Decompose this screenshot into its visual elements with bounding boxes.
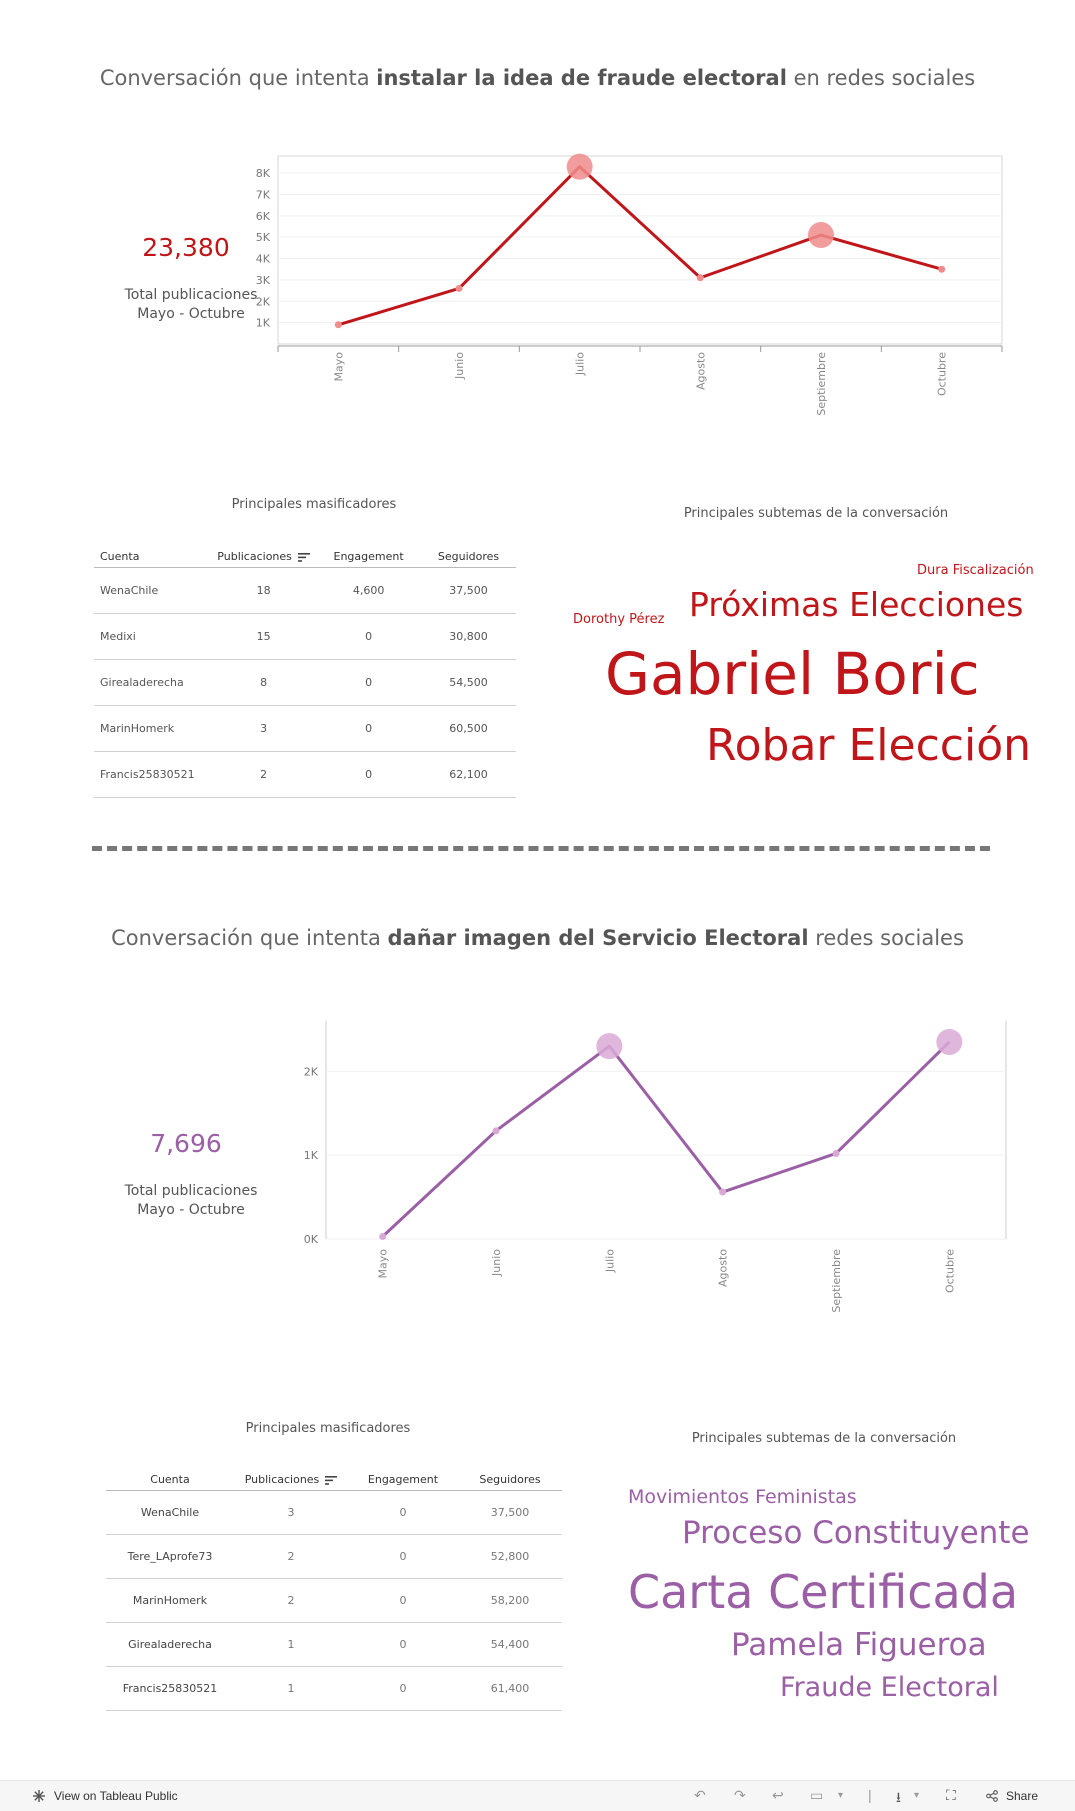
share-button[interactable]: Share xyxy=(1006,1789,1039,1803)
cell-seguidores: 37,500 xyxy=(421,568,516,614)
y-tick-label: 2K xyxy=(255,295,270,309)
section1-kpi-label xyxy=(110,286,272,324)
redo-icon[interactable]: ↷ xyxy=(734,1787,746,1803)
col-header-engagement[interactable]: Engagement xyxy=(348,1460,458,1491)
section1-line-chart[interactable] xyxy=(255,150,1020,430)
y-tick-label: 7K xyxy=(255,188,270,202)
cell-seguidores: 61,400 xyxy=(458,1667,562,1711)
cell-publicaciones: 1 xyxy=(234,1667,348,1711)
section2-title-post: redes sociales xyxy=(808,926,964,950)
cloud-word[interactable]: Gabriel Boric xyxy=(605,640,980,708)
cell-seguidores: 54,500 xyxy=(421,660,516,706)
cell-engagement: 0 xyxy=(348,1535,458,1579)
chevron-down-icon[interactable]: ▾ xyxy=(914,1790,920,1801)
cell-cuenta: Medixi xyxy=(94,614,211,660)
col-header-engagement[interactable]: Engagement xyxy=(316,537,421,568)
x-tick-label: Julio xyxy=(603,1249,617,1273)
cell-cuenta: Tere_LAprofe73 xyxy=(106,1535,234,1579)
cell-engagement: 0 xyxy=(316,752,421,798)
x-tick-label: Octubre xyxy=(935,352,949,397)
x-tick-label: Octubre xyxy=(943,1249,957,1294)
section1-title-post: en redes sociales xyxy=(786,66,976,90)
section2-kpi-label-line2: Mayo - Octubre xyxy=(137,1202,245,1218)
highlight-point xyxy=(808,222,834,248)
data-point xyxy=(493,1127,500,1134)
cell-cuenta: WenaChile xyxy=(94,568,211,614)
cell-seguidores: 54,400 xyxy=(458,1623,562,1667)
cell-engagement: 0 xyxy=(316,614,421,660)
table-row[interactable] xyxy=(94,568,516,614)
table-row[interactable] xyxy=(94,752,516,798)
separator: | xyxy=(868,1787,872,1803)
y-tick-label: 8K xyxy=(255,167,270,181)
x-tick-label: Junio xyxy=(453,352,466,379)
x-tick-label: Mayo xyxy=(332,352,346,382)
y-tick-label: 2K xyxy=(303,1065,318,1079)
cloud-word[interactable]: Dorothy Pérez xyxy=(573,612,665,627)
plot-frame xyxy=(278,156,1002,344)
cell-cuenta: Girealaderecha xyxy=(94,660,211,706)
sort-descending-icon[interactable] xyxy=(298,553,310,562)
cell-engagement: 0 xyxy=(348,1579,458,1623)
cell-cuenta: WenaChile xyxy=(106,1491,234,1535)
col-header-publicaciones[interactable] xyxy=(211,537,316,568)
data-point xyxy=(379,1233,386,1240)
table-header-row xyxy=(106,1460,562,1491)
cell-seguidores: 62,100 xyxy=(421,752,516,798)
cell-engagement: 4,600 xyxy=(316,568,421,614)
table-row[interactable] xyxy=(94,614,516,660)
y-tick-label: 6K xyxy=(255,209,270,223)
data-point xyxy=(833,1150,840,1157)
cloud-word[interactable]: Carta Certificada xyxy=(628,1565,1019,1619)
cell-cuenta: Francis25830521 xyxy=(106,1667,234,1711)
section2-title xyxy=(0,926,1075,950)
cell-seguidores: 52,800 xyxy=(458,1535,562,1579)
col-header-publicaciones-label: Publicaciones xyxy=(244,1473,320,1486)
col-header-seguidores[interactable]: Seguidores xyxy=(458,1460,562,1491)
data-point xyxy=(335,321,342,328)
cell-publicaciones: 2 xyxy=(234,1579,348,1623)
table-row[interactable] xyxy=(106,1667,562,1711)
data-point xyxy=(938,266,945,273)
cell-publicaciones: 18 xyxy=(211,568,316,614)
cell-publicaciones: 8 xyxy=(211,660,316,706)
section1-title-pre: Conversación que intenta xyxy=(99,66,377,90)
cell-publicaciones: 3 xyxy=(234,1491,348,1535)
highlight-point xyxy=(596,1033,622,1059)
section1-cloud-title: Principales subtemas de la conversación xyxy=(683,506,949,521)
section1-title xyxy=(0,66,1075,90)
cloud-word[interactable]: Dura Fiscalización xyxy=(917,563,1034,578)
col-header-seguidores[interactable]: Seguidores xyxy=(421,537,516,568)
data-point xyxy=(719,1189,726,1196)
cell-publicaciones: 15 xyxy=(211,614,316,660)
fullscreen-icon[interactable]: ⛶ xyxy=(946,1787,956,1803)
chevron-down-icon[interactable]: ▾ xyxy=(838,1790,844,1801)
x-tick-label: Junio xyxy=(490,1249,503,1276)
cell-cuenta: MarinHomerk xyxy=(106,1579,234,1623)
x-tick-label: Agosto xyxy=(694,352,708,391)
cell-engagement: 0 xyxy=(348,1667,458,1711)
section1-kpi-label-line1: Total publicaciones xyxy=(124,287,258,303)
col-header-cuenta[interactable]: Cuenta xyxy=(94,537,211,568)
download-icon[interactable]: ⭳ xyxy=(896,1789,901,1805)
cloud-word[interactable]: Proceso Constituyente xyxy=(682,1515,1030,1551)
x-tick-label: Septiembre xyxy=(815,352,828,416)
y-tick-label: 1K xyxy=(303,1149,318,1163)
cell-seguidores: 60,500 xyxy=(421,706,516,752)
col-header-publicaciones-label: Publicaciones xyxy=(217,550,292,563)
section1-title-bold: instalar la idea de fraude electoral xyxy=(376,66,787,90)
table-row[interactable] xyxy=(106,1535,562,1579)
highlight-point xyxy=(567,154,593,180)
cell-engagement: 0 xyxy=(348,1491,458,1535)
table-row[interactable] xyxy=(106,1491,562,1535)
cell-seguidores: 37,500 xyxy=(458,1491,562,1535)
undo-icon[interactable]: ↶ xyxy=(694,1787,706,1803)
data-point xyxy=(697,274,704,281)
section-divider xyxy=(92,846,990,851)
section2-kpi-value: 7,696 xyxy=(150,1129,222,1158)
col-header-cuenta[interactable]: Cuenta xyxy=(106,1460,234,1491)
tableau-footer xyxy=(0,1780,1075,1811)
cloud-word[interactable]: Robar Elección xyxy=(706,720,1031,771)
view-on-tableau-link[interactable]: View on Tableau Public xyxy=(54,1789,178,1803)
cell-engagement: 0 xyxy=(316,706,421,752)
y-tick-label: 1K xyxy=(255,316,270,330)
section2-title-bold: dañar imagen del Servicio Electoral xyxy=(387,926,809,950)
table-row[interactable] xyxy=(106,1579,562,1623)
y-tick-label: 3K xyxy=(255,273,270,287)
sort-descending-icon[interactable] xyxy=(325,1476,337,1485)
y-tick-label: 5K xyxy=(255,231,270,245)
x-tick-label: Agosto xyxy=(716,1249,730,1288)
section1-table-title: Principales masificadores xyxy=(231,497,397,512)
cell-publicaciones: 2 xyxy=(211,752,316,798)
cell-seguidores: 58,200 xyxy=(458,1579,562,1623)
section2-table-title: Principales masificadores xyxy=(245,1421,411,1436)
table-row[interactable] xyxy=(106,1623,562,1667)
section2-cloud-title: Principales subtemas de la conversación xyxy=(691,1431,957,1446)
cell-engagement: 0 xyxy=(348,1623,458,1667)
cloud-word[interactable]: Movimientos Feministas xyxy=(628,1486,857,1508)
section2-kpi-label xyxy=(110,1182,272,1220)
table-header-row xyxy=(94,537,516,568)
cloud-word[interactable]: Próximas Elecciones xyxy=(689,585,1024,624)
y-tick-label: 4K xyxy=(255,252,270,266)
data-point xyxy=(456,285,463,292)
section2-line-chart[interactable] xyxy=(280,1015,1020,1320)
section2-accounts-table xyxy=(106,1460,562,1711)
cell-cuenta: Girealaderecha xyxy=(106,1623,234,1667)
highlight-point xyxy=(936,1029,962,1055)
share-icon[interactable] xyxy=(986,1790,998,1802)
x-tick-label: Mayo xyxy=(376,1249,390,1279)
pause-updates-icon[interactable]: ▭ xyxy=(810,1787,824,1803)
tableau-logo-icon[interactable] xyxy=(32,1789,46,1803)
cell-cuenta: MarinHomerk xyxy=(94,706,211,752)
section1-accounts-table xyxy=(94,537,516,798)
cell-engagement: 0 xyxy=(316,660,421,706)
cell-publicaciones: 1 xyxy=(234,1623,348,1667)
x-tick-label: Septiembre xyxy=(830,1249,843,1313)
y-tick-label: 0K xyxy=(303,1233,318,1246)
revert-icon[interactable]: ↩ xyxy=(772,1787,784,1803)
x-tick-label: Julio xyxy=(573,352,587,376)
cell-publicaciones: 3 xyxy=(211,706,316,752)
cloud-word[interactable]: Pamela Figueroa xyxy=(731,1627,987,1663)
table-row[interactable] xyxy=(94,706,516,752)
cloud-word[interactable]: Fraude Electoral xyxy=(780,1672,999,1703)
cell-cuenta: Francis25830521 xyxy=(94,752,211,798)
cell-seguidores: 30,800 xyxy=(421,614,516,660)
col-header-publicaciones[interactable] xyxy=(234,1460,348,1491)
cell-publicaciones: 2 xyxy=(234,1535,348,1579)
section2-title-pre: Conversación que intenta xyxy=(111,926,388,950)
section1-kpi-value: 23,380 xyxy=(142,233,230,262)
section1-kpi-label-line2: Mayo - Octubre xyxy=(137,306,245,322)
section2-kpi-label-line1: Total publicaciones xyxy=(124,1183,258,1199)
table-row[interactable] xyxy=(94,660,516,706)
